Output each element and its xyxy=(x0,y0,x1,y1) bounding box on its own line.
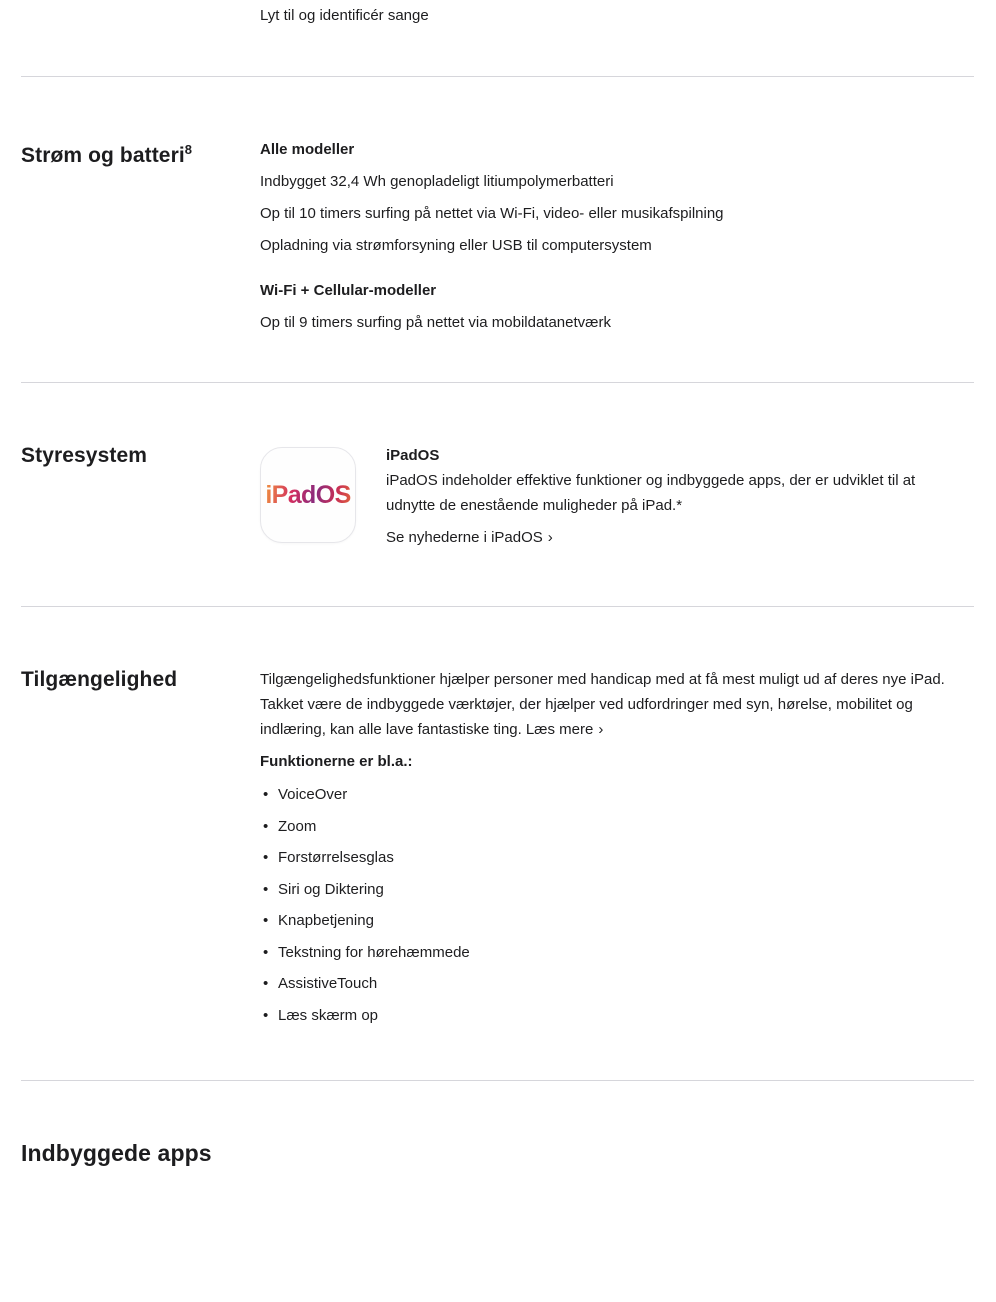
ipados-app-icon xyxy=(260,447,356,543)
section-operating-system xyxy=(21,383,975,606)
list-item: • Læs skærm op xyxy=(260,1003,975,1028)
link-label: Læs mere xyxy=(525,721,594,738)
chevron-right-icon: › xyxy=(547,529,553,546)
power-content xyxy=(260,137,975,342)
previous-section-partial xyxy=(260,0,975,76)
section-heading-accessibility: Tilgængelighed xyxy=(21,668,178,691)
group-label: Alle modeller xyxy=(260,141,355,158)
spec-line: Op til 10 timers surfing på nettet via Wi-Fi, video- eller musikafspilning xyxy=(260,205,724,222)
spec-line: Opladning via strømforsyning eller USB til computersystem xyxy=(260,237,652,254)
list-item: • AssistiveTouch xyxy=(260,971,975,996)
footnote-superscript: 8 xyxy=(184,142,193,157)
section-accessibility xyxy=(21,607,975,1080)
list-item: • Tekstning for hørehæmmede xyxy=(260,940,975,965)
chevron-right-icon: › xyxy=(598,721,604,738)
section-power-battery xyxy=(21,77,975,382)
os-text-block xyxy=(386,443,968,550)
section-heading-power-text: Strøm og batteri xyxy=(21,144,185,167)
read-more-link[interactable] xyxy=(526,721,604,738)
list-item: • Forstørrelsesglas xyxy=(260,845,975,870)
section-builtin-apps xyxy=(21,1081,975,1247)
list-item: • Knapbetjening xyxy=(260,908,975,933)
power-group-cellular-models xyxy=(260,278,975,335)
accessibility-content xyxy=(260,667,975,1028)
os-name-label: iPadOS xyxy=(386,447,440,464)
accessibility-description-text: Tilgængelighedsfunktioner hjælper personer med handicap med at få mest muligt ud af deres nye iPad. Takket være de indbyggede værktøjer, der hjælper ved udfordringer med syn, hørelse, mobilitet og indlæring, kan alle lave fantastiske ting. xyxy=(260,671,945,738)
ipados-wordmark: iPadOS xyxy=(265,480,351,509)
features-label: Funktionerne er bl.a.: xyxy=(260,753,413,770)
power-group-all-models xyxy=(260,137,975,258)
group-label: Wi-Fi + Cellular-modeller xyxy=(260,282,437,299)
accessibility-description xyxy=(260,667,972,742)
os-content xyxy=(260,443,975,550)
list-item: • Zoom xyxy=(260,814,975,839)
section-heading-power xyxy=(21,137,260,168)
spec-line: Op til 9 timers surfing på nettet via mobildatanetværk xyxy=(260,314,611,331)
list-item: • VoiceOver xyxy=(260,782,975,807)
os-description: iPadOS indeholder effektive funktioner og indbyggede apps, der er udviklet til at udnytte de enestående muligheder på iPad.* xyxy=(386,472,916,514)
accessibility-features-list xyxy=(260,782,975,1028)
builtin-apps-heading: Indbyggede apps xyxy=(21,1139,212,1166)
section-heading-os: Styresystem xyxy=(21,444,148,467)
link-label: Se nyhederne i iPadOS xyxy=(386,529,543,546)
spec-line: Indbygget 32,4 Wh genopladeligt litiumpolymerbatteri xyxy=(260,173,614,190)
os-link-row xyxy=(386,525,968,550)
see-ipados-news-link[interactable] xyxy=(386,529,553,546)
spec-line: Lyt til og identificér sange xyxy=(260,7,429,24)
list-item: • Siri og Diktering xyxy=(260,877,975,902)
